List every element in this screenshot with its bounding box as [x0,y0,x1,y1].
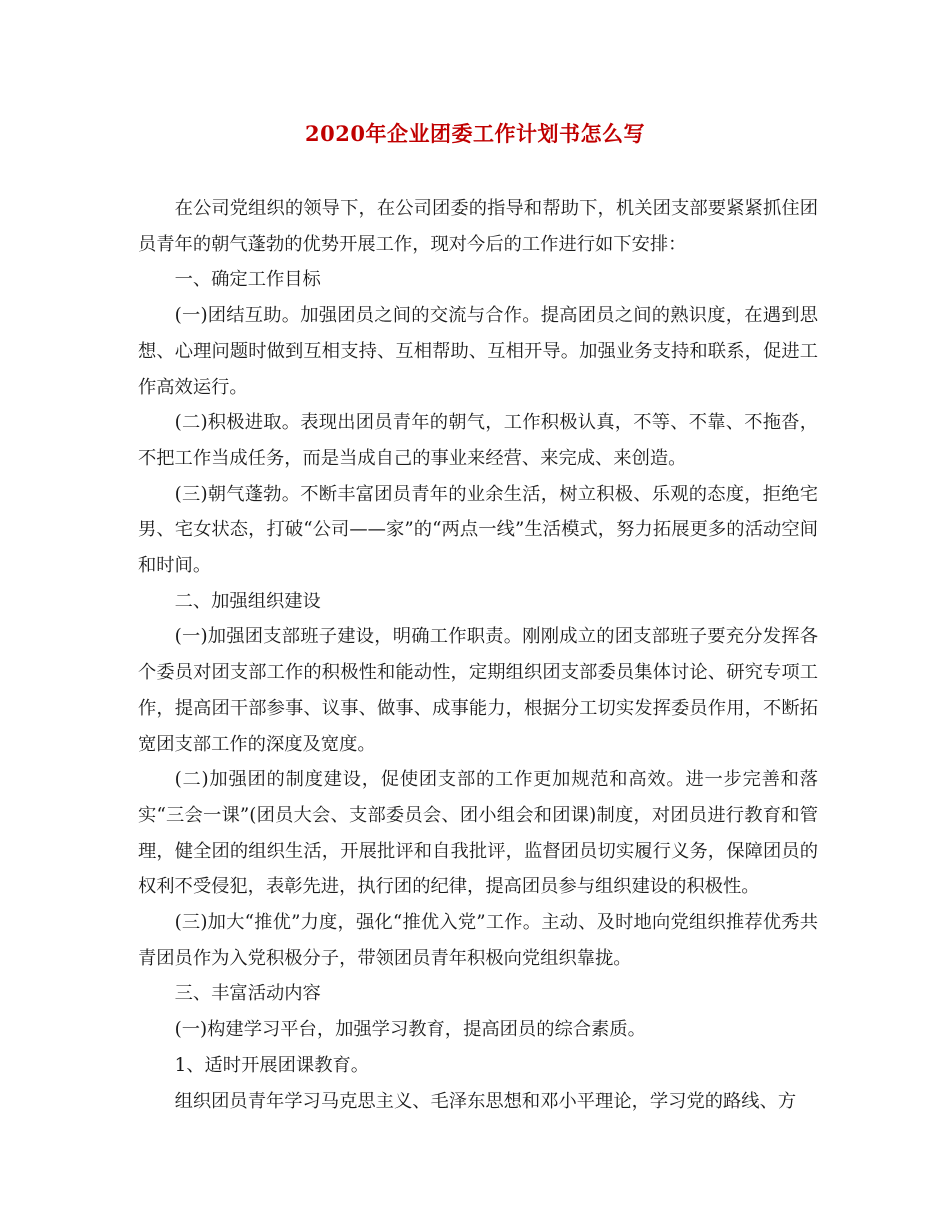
document-title: 2020年企业团委工作计划书怎么写 [305,121,645,146]
paragraph: (一)构建学习平台，加强学习教育，提高团员的综合素质。 [174,1019,646,1041]
paragraph: 组织团员青年学习马克思主义、毛泽东思想和邓小平理论，学习党的路线、方 [174,1090,797,1112]
section-heading-1: 一、确定工作目标 [174,269,321,291]
paragraph: (二)加强团的制度建设，促使团支部的工作更加规范和高效。进一步完善和落实“三会一课”(团员大会、支部委员会、团小组会和团课)制度，对团员进行教育和管理，健全团的组织生活，开展批评和自我批评，监督团员切实履行义务，保障团员的权利不受侵犯，表彰先进，执行团的纪律，提高团员参与组织建设的积极性。 [138,769,818,898]
document-body [138,191,818,1119]
paragraph: (一)加强团支部班子建设，明确工作职责。刚刚成立的团支部班子要充分发挥各个委员对团支部工作的积极性和能动性，定期组织团支部委员集体讨论、研究专项工作，提高团干部参事、议事、做事、成事能力，根据分工切实发挥委员作用，不断拓宽团支部工作的深度及宽度。 [138,626,818,755]
paragraph: 1、适时开展团课教育。 [174,1054,370,1076]
paragraph-intro: 在公司党组织的领导下，在公司团委的指导和帮助下，机关团支部要紧紧抓住团员青年的朝气蓬勃的优势开展工作，现对今后的工作进行如下安排： [138,198,818,255]
section-heading-2: 二、加强组织建设 [174,590,321,612]
section-heading-3: 三、丰富活动内容 [174,983,321,1005]
paragraph: (三)朝气蓬勃。不断丰富团员青年的业余生活，树立积极、乐观的态度，拒绝宅男、宅女状态，打破“公司——家”的“两点一线”生活模式，努力拓展更多的活动空间和时间。 [138,483,818,577]
paragraph: (三)加大“推优”力度，强化“推优入党”工作。主动、及时地向党组织推荐优秀共青团员作为入党积极分子，带领团员青年积极向党组织靠拢。 [138,912,818,969]
paragraph: (二)积极进取。表现出团员青年的朝气，工作积极认真，不等、不靠、不拖沓，不把工作当成任务，而是当成自己的事业来经营、来完成、来创造。 [138,412,818,469]
paragraph: (一)团结互助。加强团员之间的交流与合作。提高团员之间的熟识度，在遇到思想、心理问题时做到互相支持、互相帮助、互相开导。加强业务支持和联系，促进工作高效运行。 [138,305,818,398]
